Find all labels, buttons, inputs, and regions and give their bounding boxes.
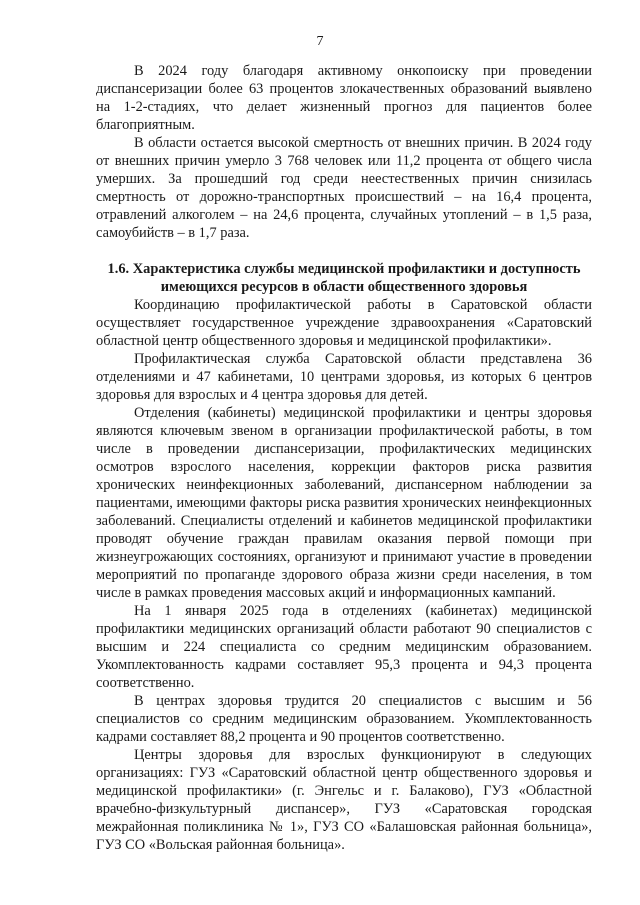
paragraph-departments-role: Отделения (кабинеты) медицинской профилактики и центры здоровья являются ключевым звеном в организации профилактической работы, в том числе в проведении диспансеризации, профилактических медицинских осмотров взрослого населения, коррекции факторов риска развития хронических неинфекционных заболеваний, диспансерном наблюдении за пациентами, имеющими факторы риска развития хронических неинфекционных заболеваний. Специалисты отделений и кабинетов медицинской профилактики проводят обучение граждан правилам оказания первой помощи при жизнеугрожающих состояниях, организуют и принимают участие в проведении мероприятий по пропаганде здорового образа жизни среди населения, в том числе в рамках проведения массовых акций и информационных кампаний. (96, 405, 592, 601)
paragraph-staffing-departments: На 1 января 2025 года в отделениях (кабинетах) медицинской профилактики медицинских организаций области работают 90 специалистов с высшим и 224 специалиста со средним медицинским образованием. Укомплектованность кадрами составляет 95,3 процента и 94,3 процента соответственно. (96, 603, 592, 691)
page-body (96, 62, 592, 854)
page-number: 7 (316, 34, 324, 49)
paragraph-coordination: Координацию профилактической работы в Саратовской области осуществляет государственное учреждение здравоохранения «Саратовский областной центр общественного здоровья и медицинской профилактики». (96, 297, 592, 349)
paragraph-staffing-health-centers: В центрах здоровья трудится 20 специалистов с высшим и 56 специалистов со средним медицинским образованием. Укомплектованность кадрами составляет 88,2 процента и 90 процентов соответственно. (96, 693, 592, 745)
paragraph-oncoscreening: В 2024 году благодаря активному онкопоиску при проведении диспансеризации более 63 процентов злокачественных образований выявлено на 1-2-стадиях, что делает жизненный прогноз для пациентов более благоприятным. (96, 63, 592, 133)
section-heading: 1.6. Характеристика службы медицинской профилактики и доступность имеющихся ресурсов в области общественного здоровья (107, 261, 581, 295)
paragraph-adult-health-centers: Центры здоровья для взрослых функционируют в следующих организациях: ГУЗ «Саратовский областной центр общественного здоровья и медицинской профилактики» (г. Энгельс и г. Балаково), ГУЗ «Областной врачебно-физкультурный диспансер», ГУЗ «Саратовская городская межрайонная поликлиника № 1», ГУЗ СО «Балашовская районная больница», ГУЗ СО «Вольская районная больница». (96, 747, 592, 853)
paragraph-prevention-service-structure: Профилактическая служба Саратовской области представлена 36 отделениями и 47 кабинетами, 10 центрами здоровья, из которых 6 центров здоровья для взрослых и 4 центра здоровья для детей. (96, 351, 592, 403)
paragraph-external-causes-mortality: В области остается высокой смертность от внешних причин. В 2024 году от внешних причин умерло 3 768 человек или 11,2 процента от общего числа умерших. За прошедший год среди неестественных причин снизилась смертность от дорожно-транспортных происшествий – на 16,4 процента, отравлений алкоголем – на 24,6 процента, случайных утоплений – в 1,5 раза, самоубийств – в 1,7 раза. (96, 135, 592, 241)
